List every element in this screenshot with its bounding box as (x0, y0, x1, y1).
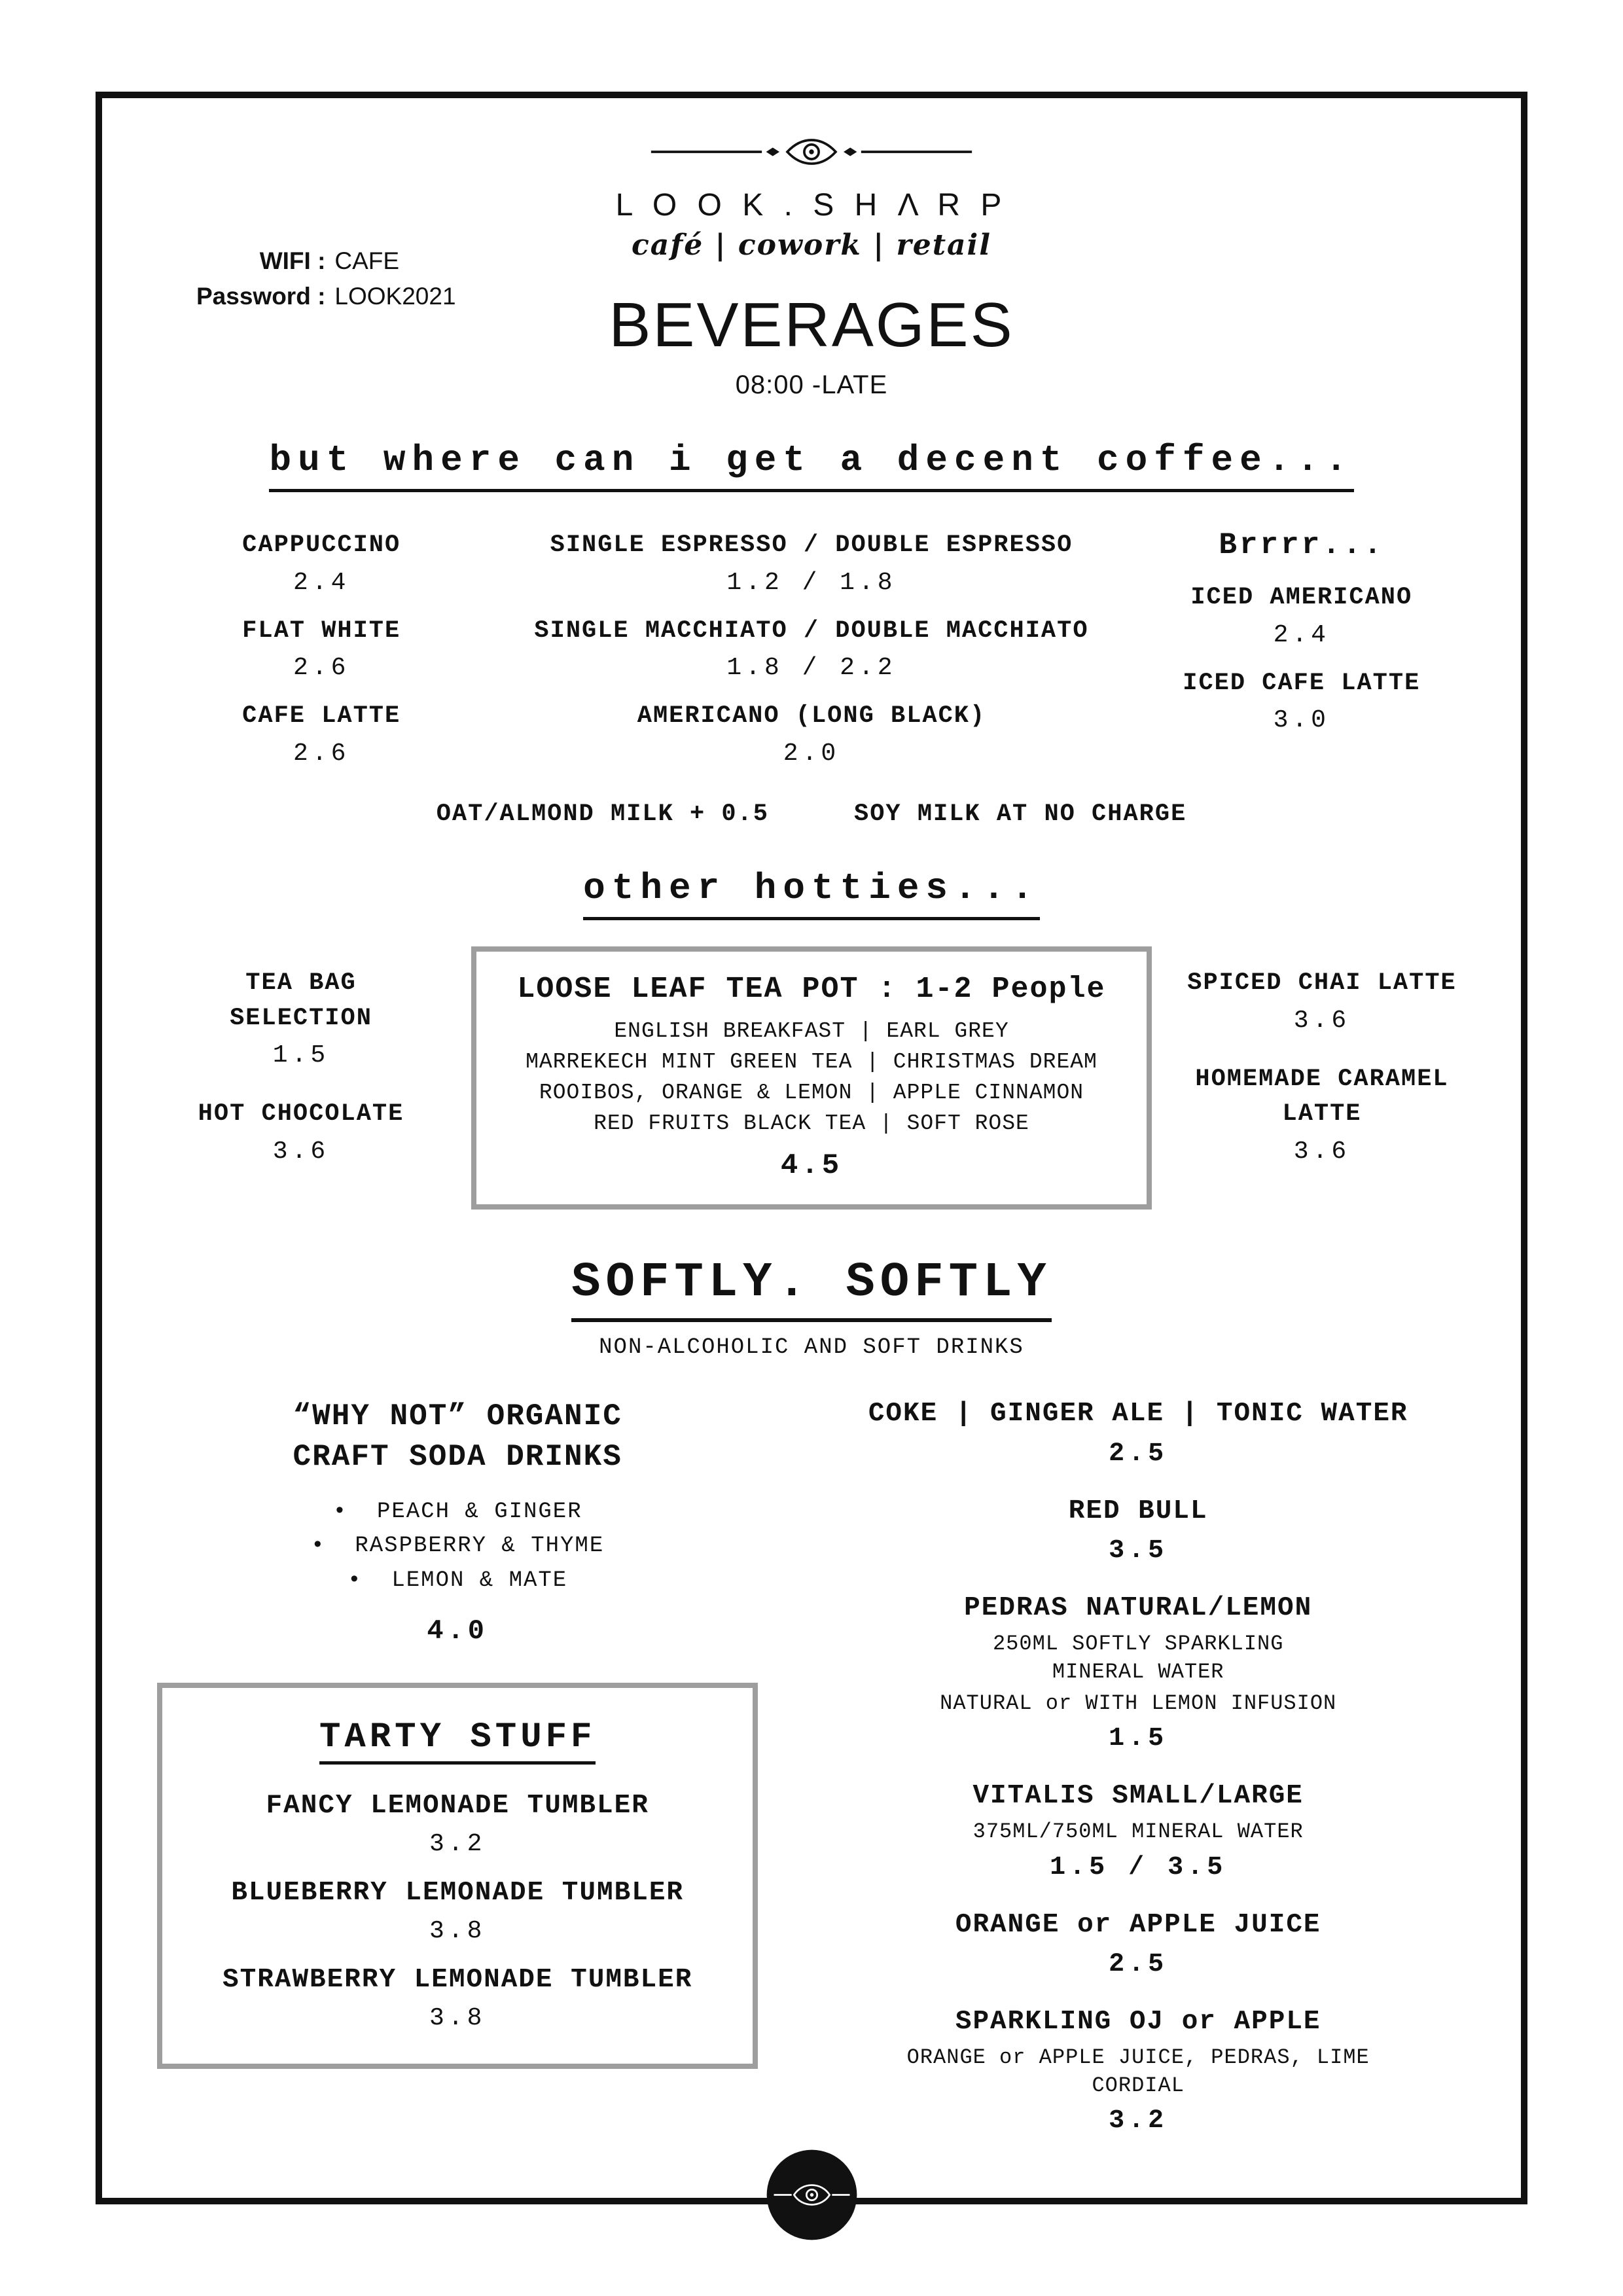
menu-item (181, 1965, 735, 2032)
item-name: ORANGE or APPLE JUICE (955, 1909, 1321, 1940)
item-name: TEA BAG SELECTION (230, 969, 372, 1032)
item-price: 1.8 / 2.2 (726, 654, 897, 683)
brand-name: L O O K . S H Λ R P (615, 188, 1008, 223)
iced-heading: Brrrr... (1219, 528, 1385, 562)
item-price: 2.4 (293, 568, 350, 597)
item-price: 1.5 (272, 1041, 330, 1070)
coffee-iced-column (1111, 528, 1492, 734)
menu-item (131, 699, 512, 768)
hotties-right-column (1152, 966, 1492, 1166)
menu-item (1152, 966, 1492, 1035)
item-price: 2.5 (1109, 1439, 1168, 1469)
soft-drink-item (784, 1494, 1492, 1566)
craft-soda-block (131, 1396, 784, 1646)
menu-item (131, 1097, 471, 1166)
item-price: 3.6 (1293, 1137, 1351, 1166)
item-name: ICED AMERICANO (1190, 584, 1413, 611)
item-price: 2.6 (293, 654, 350, 683)
item-price: 2.0 (783, 739, 840, 768)
softly-right-column (784, 1396, 1492, 2135)
menu-item (1111, 666, 1492, 735)
item-price: 3.2 (429, 1829, 486, 1858)
menu-item (131, 528, 512, 597)
menu-content (131, 98, 1492, 2246)
tea-variety: MARREKECH MINT GREEN TEA | CHRISTMAS DREAM (526, 1049, 1097, 1074)
footer-logo (131, 2147, 1492, 2246)
item-description: 375ML/750ML MINERAL WATER (972, 1820, 1304, 1844)
service-hours: 08:00 -LATE (735, 370, 888, 399)
eye-logo-icon (641, 128, 982, 176)
brand-tagline: café | cowork | retail (632, 228, 991, 262)
soft-drink-item (784, 2004, 1492, 2136)
softly-left-column (131, 1396, 784, 2068)
tarty-stuff-box (157, 1683, 758, 2069)
item-name: FLAT WHITE (242, 617, 401, 645)
brand-emblem (131, 128, 1492, 179)
soft-drink-item (784, 1396, 1492, 1468)
soda-flavor: • PEACH & GINGER (131, 1495, 784, 1530)
tea-variety: RED FRUITS BLACK TEA | SOFT ROSE (594, 1111, 1029, 1136)
item-price: 1.2 / 1.8 (726, 568, 897, 597)
coffee-section (131, 528, 1492, 768)
password-label: Password : (196, 282, 326, 310)
eye-badge-icon (764, 2147, 859, 2242)
item-price: 3.6 (1293, 1006, 1351, 1035)
item-name: CAPPUCCINO (242, 531, 401, 559)
password-value: LOOK2021 (334, 282, 456, 310)
tarty-title: TARTY STUFF (319, 1717, 596, 1765)
milk-options (131, 800, 1492, 828)
tarty-items (181, 1791, 735, 2032)
soft-drink-item (784, 1590, 1492, 1753)
item-price: 2.4 (1273, 620, 1330, 649)
tea-pot-title: LOOSE LEAF TEA POT : 1-2 People (517, 972, 1106, 1006)
hotties-left-column (131, 966, 471, 1166)
loose-leaf-tea-box (471, 946, 1152, 1210)
milk-note-oat-almond: OAT/ALMOND MILK + 0.5 (436, 800, 769, 828)
item-name: PEDRAS NATURAL/LEMON (964, 1593, 1313, 1624)
item-price: 3.2 (1109, 2106, 1168, 2136)
item-name: VITALIS SMALL/LARGE (972, 1781, 1304, 1812)
item-name: SINGLE MACCHIATO / DOUBLE MACCHIATO (534, 617, 1089, 645)
item-price: 3.5 (1109, 1536, 1168, 1566)
menu-item (1111, 581, 1492, 649)
hotties-section-heading: other hotties... (583, 867, 1040, 920)
coffee-middle-column (512, 528, 1111, 768)
item-name: CAFE LATTE (242, 702, 401, 730)
menu-item (131, 966, 471, 1069)
milk-note-soy: SOY MILK AT NO CHARGE (854, 800, 1187, 828)
item-price: 4.0 (427, 1615, 488, 1647)
item-name: BLUEBERRY LEMONADE TUMBLER (231, 1877, 685, 1908)
item-description: NATURAL or WITH LEMON INFUSION (940, 1691, 1337, 1715)
item-description: ORANGE or APPLE JUICE, PEDRAS, LIME CORDIAL (906, 2045, 1370, 2098)
item-name: HOMEMADE CARAMEL LATTE (1195, 1065, 1449, 1128)
tea-variety: ROOIBOS, ORANGE & LEMON | APPLE CINNAMON (539, 1080, 1084, 1105)
soft-drink-item (784, 1778, 1492, 1882)
soda-flavor: • LEMON & MATE (131, 1564, 784, 1598)
item-name: FANCY LEMONADE TUMBLER (266, 1790, 649, 1821)
item-name: AMERICANO (LONG BLACK) (637, 702, 986, 730)
softly-section-heading: SOFTLY. SOFTLY (571, 1255, 1052, 1322)
item-name: SINGLE ESPRESSO / DOUBLE ESPRESSO (550, 531, 1073, 559)
menu-item (181, 1791, 735, 1858)
item-name: SPARKLING OJ or APPLE (955, 2007, 1321, 2037)
item-price: 2.6 (293, 739, 350, 768)
coffee-section-heading: but where can i get a decent coffee... (269, 439, 1353, 492)
softly-section (131, 1396, 1492, 2135)
menu-item (512, 528, 1111, 597)
hotties-section (131, 946, 1492, 1210)
menu-item (1152, 1062, 1492, 1166)
item-price: 3.8 (429, 2003, 486, 2032)
craft-soda-flavors (131, 1495, 784, 1598)
item-name: COKE | GINGER ALE | TONIC WATER (868, 1399, 1408, 1429)
soft-drink-item (784, 1907, 1492, 1979)
tea-pot-varieties (493, 1016, 1130, 1139)
soft-drink-list (784, 1396, 1492, 2135)
item-name: ICED CAFE LATTE (1183, 669, 1421, 697)
item-price: 2.5 (1109, 1950, 1168, 1980)
item-name: RED BULL (1068, 1496, 1208, 1526)
softly-subheading: NON-ALCOHOLIC AND SOFT DRINKS (599, 1335, 1024, 1361)
item-price: 1.5 (1109, 1724, 1168, 1754)
item-name: SPICED CHAI LATTE (1187, 969, 1457, 997)
soda-flavor: • RASPBERRY & THYME (131, 1529, 784, 1564)
tea-variety: ENGLISH BREAKFAST | EARL GREY (614, 1018, 1009, 1043)
menu-item (181, 1878, 735, 1945)
craft-soda-title: “WHY NOT” ORGANIC CRAFT SODA DRINKS (293, 1399, 622, 1475)
menu-item (131, 614, 512, 683)
item-price: 3.0 (1273, 706, 1330, 735)
item-description: 250ML SOFTLY SPARKLING MINERAL WATER (992, 1632, 1284, 1684)
item-name: STRAWBERRY LEMONADE TUMBLER (223, 1964, 693, 1995)
item-price: 4.5 (780, 1149, 843, 1183)
menu-item (512, 699, 1111, 768)
item-price: 1.5 / 3.5 (1050, 1852, 1227, 1882)
coffee-left-column (131, 528, 512, 768)
page-title: BEVERAGES (609, 290, 1014, 360)
item-price: 3.6 (272, 1137, 330, 1166)
wifi-value: CAFE (334, 247, 400, 274)
item-name: HOT CHOCOLATE (198, 1100, 404, 1128)
menu-item (512, 614, 1111, 683)
item-price: 3.8 (429, 1916, 486, 1945)
wifi-label: WIFI : (259, 247, 326, 274)
